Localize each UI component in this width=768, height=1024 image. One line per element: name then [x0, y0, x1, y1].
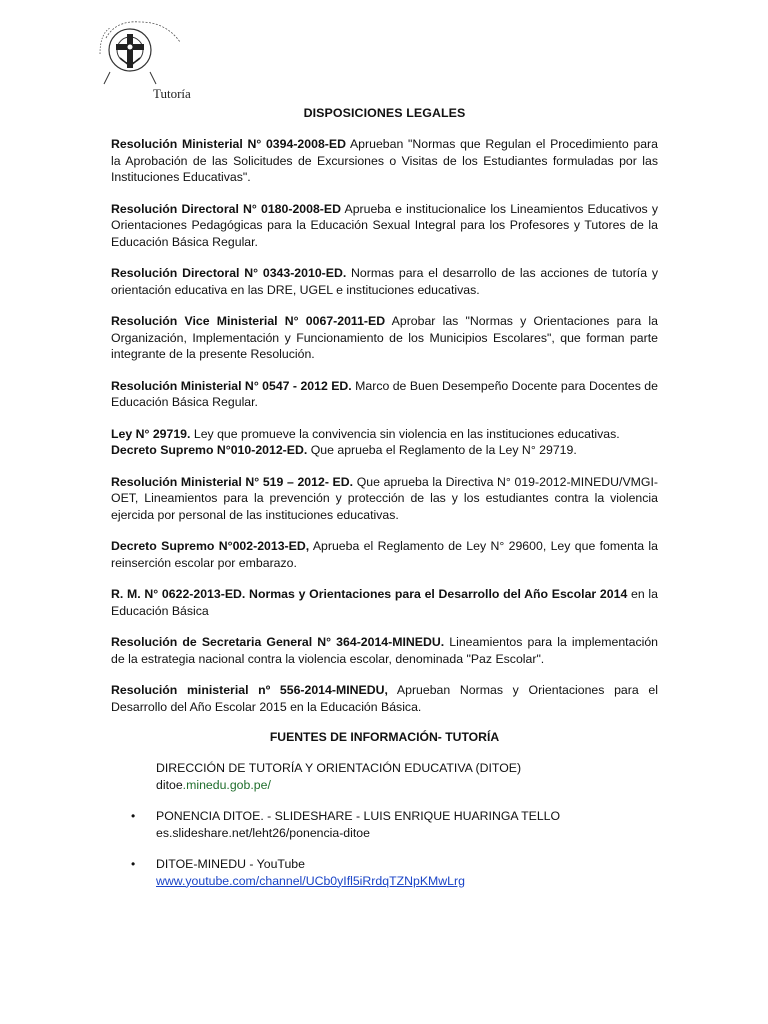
legal-item [111, 201, 658, 251]
source-title: DITOE-MINEDU - YouTube [156, 857, 305, 871]
legal-item-text: Aprueba el Reglamento de Ley N° 29600, Ley que fomenta la reinserción escolar por embarazo. [111, 539, 658, 570]
sources-heading: FUENTES DE INFORMACIÓN- TUTORÍA [269, 730, 500, 744]
legal-item [111, 474, 658, 524]
legal-item-text: en la Educación Básica [111, 587, 658, 618]
source-item [111, 856, 658, 889]
legal-item [111, 682, 658, 715]
logo-caption: Tutoría [153, 86, 191, 101]
legal-item-text: Aprobar las "Normas y Orientaciones para la Organización, Implementación y Funcionamiento de los Municipios Escolares", que forman parte integrante de la presente Resolución. [111, 314, 658, 361]
document-body [111, 106, 658, 904]
legal-item-ref: Ley N° 29719. [111, 426, 191, 441]
legal-item [111, 136, 658, 186]
legal-item [111, 313, 658, 363]
legal-item-text: Aprueban "Normas que Regulan el Procedimiento para la Aprobación de las Solicitudes de Excursiones o Visitas de los Estudiantes formuladas por las Instituciones Educativas". [111, 137, 658, 184]
legal-item-ref: Resolución Vice Ministerial N° 0067-2011-ED [111, 314, 386, 328]
source-item [111, 808, 658, 841]
legal-item [111, 378, 658, 411]
source-url[interactable]: es.slideshare.net/leht26/ponencia-ditoe [156, 825, 370, 840]
source-url-domain[interactable]: .minedu.gob.pe/ [182, 777, 271, 792]
legal-item-text: Normas para el desarrollo de las acciones de tutoría y orientación educativa en las DRE, UGEL e instituciones educativas. [111, 266, 658, 297]
youtube-link[interactable]: www.youtube.com/channel/UCb0yIfl5iRrdqTZNpKMwLrg [156, 873, 465, 888]
legal-item [111, 538, 658, 571]
source-title: PONENCIA DITOE. - SLIDESHARE - LUIS ENRIQUE HUARINGA TELLO [156, 809, 561, 823]
legal-item-ref: Resolución ministerial nº 556-2014-MINEDU, [111, 683, 388, 697]
source-item [111, 760, 658, 793]
legal-item-ref: Resolución Ministerial N° 0547 - 2012 ED. [111, 378, 352, 393]
source-url[interactable] [156, 777, 658, 794]
legal-item [111, 265, 658, 298]
bullet-icon: • [131, 809, 136, 823]
legal-item [111, 586, 658, 619]
bullet-icon: • [131, 857, 136, 871]
source-url-prefix[interactable]: ditoe [156, 777, 183, 792]
legal-item [111, 442, 658, 459]
legal-heading: DISPOSICIONES LEGALES [303, 106, 466, 120]
legal-item-text: Aprueban Normas y Orientaciones para el Desarrollo del Año Escolar 2015 en la Educación Básica. [111, 683, 658, 714]
legal-item-ref: Resolución Directoral N° 0180-2008-ED [111, 201, 341, 216]
legal-item-ref: Decreto Supremo N°002-2013-ED, [111, 539, 310, 553]
legal-item-ref: Resolución Ministerial N° 0394-2008-ED [111, 137, 346, 151]
legal-item-ref: Resolución de Secretaria General N° 364-2014-MINEDU. [111, 635, 445, 649]
legal-item [111, 634, 658, 667]
legal-item-text: Marco de Buen Desempeño Docente para Docentes de Educación Básica Regular. [111, 378, 658, 409]
legal-item-ref: Resolución Directoral N° 0343-2010-ED. [111, 266, 347, 280]
legal-item-text: Ley que promueve la convivencia sin violencia en las instituciones educativas. [190, 426, 620, 441]
legal-item-text: Lineamientos para la implementación de la estrategia nacional contra la violencia escolar, denominada "Paz Escolar". [111, 635, 659, 666]
legal-item [111, 426, 658, 443]
legal-item-ref: R. M. N° 0622-2013-ED. Normas y Orientaciones para el Desarrollo del Año Escolar 2014 [111, 587, 628, 601]
source-title: DIRECCIÓN DE TUTORÍA Y ORIENTACIÓN EDUCATIVA (DITOE) [156, 761, 522, 775]
legal-item-ref: Resolución Ministerial N° 519 – 2012- ED. [111, 474, 354, 489]
legal-item-text: Aprueba e institucionalice los Lineamientos Educativos y Orientaciones Pedagógicas para la Educación Sexual Integral para los Profesores y Tutores de la Educación Básica Regular. [111, 201, 659, 249]
legal-item-text: Que aprueba la Directiva N° 019-2012-MINEDU/VMGI-OET, Lineamientos para la prevención y protección de las y los estudiantes contra la violencia ejercida por personal de las instituciones educativas. [111, 474, 658, 522]
legal-item-ref: Decreto Supremo N°010-2012-ED. [111, 443, 308, 457]
legal-item-text: Que aprueba el Reglamento de la Ley N° 29719. [307, 443, 577, 457]
